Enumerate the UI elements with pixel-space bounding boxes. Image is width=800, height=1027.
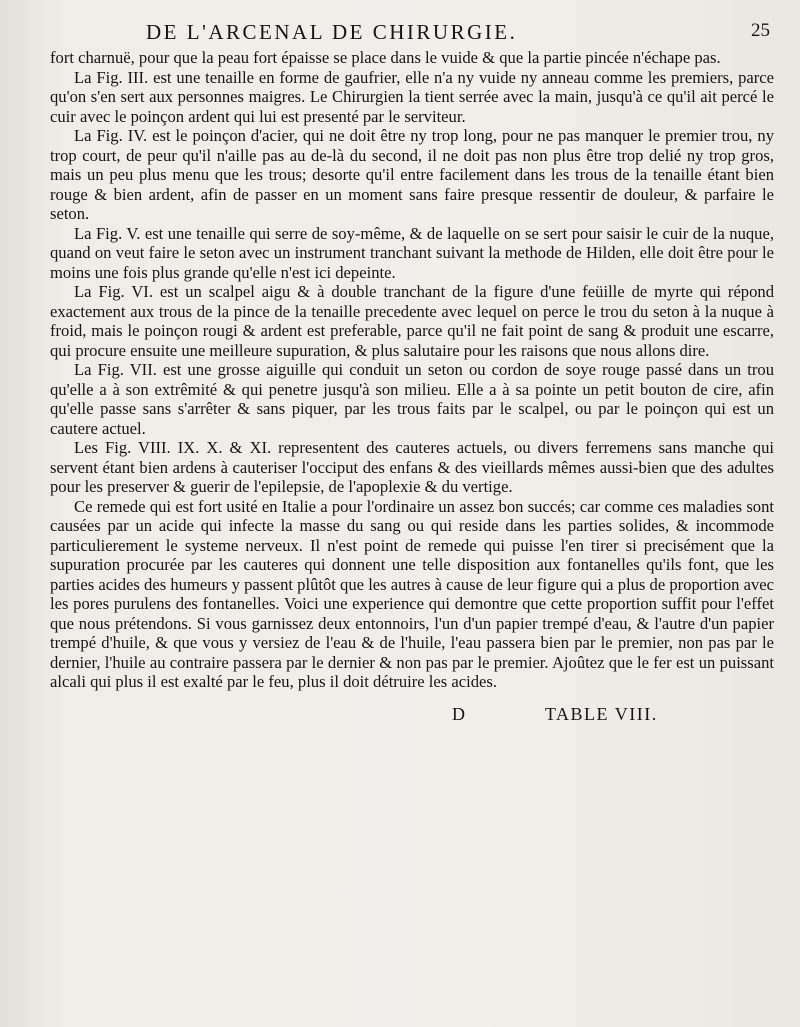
paragraph: fort charnuë, pour que la peau fort épaisse se place dans le vuide & que la partie pincée n'échape pas.	[50, 48, 721, 67]
paragraph: Les Fig. VIII. IX. X. & XI. representent des cauteres actuels, ou divers ferremens sans manche qui servent étant bien ardens à cauteriser l'occiput des enfans & des vieillards mêmes aussi-bien que des adultes pour les preserver & guerir de l'epilepsie, de l'apoplexie & du vertige.	[50, 438, 774, 496]
page-number: 25	[751, 20, 770, 41]
paragraph: Ce remede qui est fort usité en Italie a pour l'ordinaire un assez bon succés; car comme ces maladies sont causées par un acide qui infecte la masse du sang ou qui reside dans les parties solides, & incommode particulierement le systeme nerveux. Il n'est point de remede qui puisse l'en tirer si precisément que la supuration procurée par les cauteres qui donnent une telle disposition aux fontanelles qu'ils font, que les parties acides des humeurs y passent plûtôt que les autres à cause de leur figure qui a plus de proportion avec les pores purulens des fontanelles. Voici une experience qui demontre que cette proportion suffit pour l'effet que nous prétendons. Si vous garnissez deux entonnoirs, l'un d'un papier trempé d'eau, & l'autre d'un papier trempé d'huile, & que vous y versiez de l'eau & de l'huile, l'eau passera bien par le premier, non pas par le dernier, l'huile au contraire passera par le dernier & non pas par le premier. Ajoûtez que le fer est un puissant alcali qui plus il est exalté par le feu, plus il doit détruire les acides.	[50, 496, 774, 691]
page-body	[50, 48, 774, 692]
paragraph: La Fig. V. est une tenaille qui serre de soy-même, & de laquelle on se sert pour saisir le cuir de la nuque, quand on veut faire le seton avec un instrument tranchant suivant la methode de Hilden, elle doit être pour le moins une fois plus grande qu'elle n'est ici depeinte.	[50, 223, 774, 282]
paragraph: La Fig. VII. est une grosse aiguille qui conduit un seton ou cordon de soye rouge passé dans un trou qu'elle a à son extrêmité & qui penetre jusqu'à son milieu. Elle a à sa pointe un petit bouton de cire, afin qu'elle passe sans s'arrêter & sans piquer, par les trous faits par le scalpel, ou par le poinçon qui est un cautere actuel.	[50, 360, 774, 438]
catchword: TABLE VIII.	[545, 703, 658, 724]
paragraph: La Fig. IV. est le poinçon d'acier, qui ne doit être ny trop long, pour ne pas manquer le premier trou, ny trop court, de peur qu'il n'aille pas au de-là du second, il ne doit pas non plus être trop delié ny trop gros, mais un peu plus menu que les trous; desorte qu'il entre facilement dans les trous de la tenaille étant bien rouge & bien ardent, afin de passer en un moment sans faire presque ressentir de douleur, & parfaire le seton.	[50, 126, 774, 223]
paragraph: La Fig. III. est une tenaille en forme de gaufrier, elle n'a ny vuide ny anneau comme les premiers, parce qu'on s'en sert aux personnes maigres. Le Chirurgien la tient serrée avec la main, jusqu'à ce qu'il ait percé le cuir avec le poinçon ardent qui lui est presenté par le serviteur.	[50, 67, 774, 126]
running-header	[50, 18, 774, 48]
page-title: DE L'ARCENAL DE CHIRURGIE.	[146, 20, 518, 44]
signature-mark: D	[452, 703, 467, 724]
paragraph: La Fig. VI. est un scalpel aigu & à double tranchant de la figure d'une feüille de myrte qui répond exactement aux trous de la pince de la tenaille precedente avec lequel on perce le trou du seton à la nuque à froid, mais le poinçon rougi & ardent est preferable, parce qu'il ne fait point de sang & produit une escarre, qui procure ensuite une meilleure supuration, & plus salutaire pour les raisons que nous allons dire.	[50, 282, 774, 360]
page-footer	[50, 700, 774, 730]
